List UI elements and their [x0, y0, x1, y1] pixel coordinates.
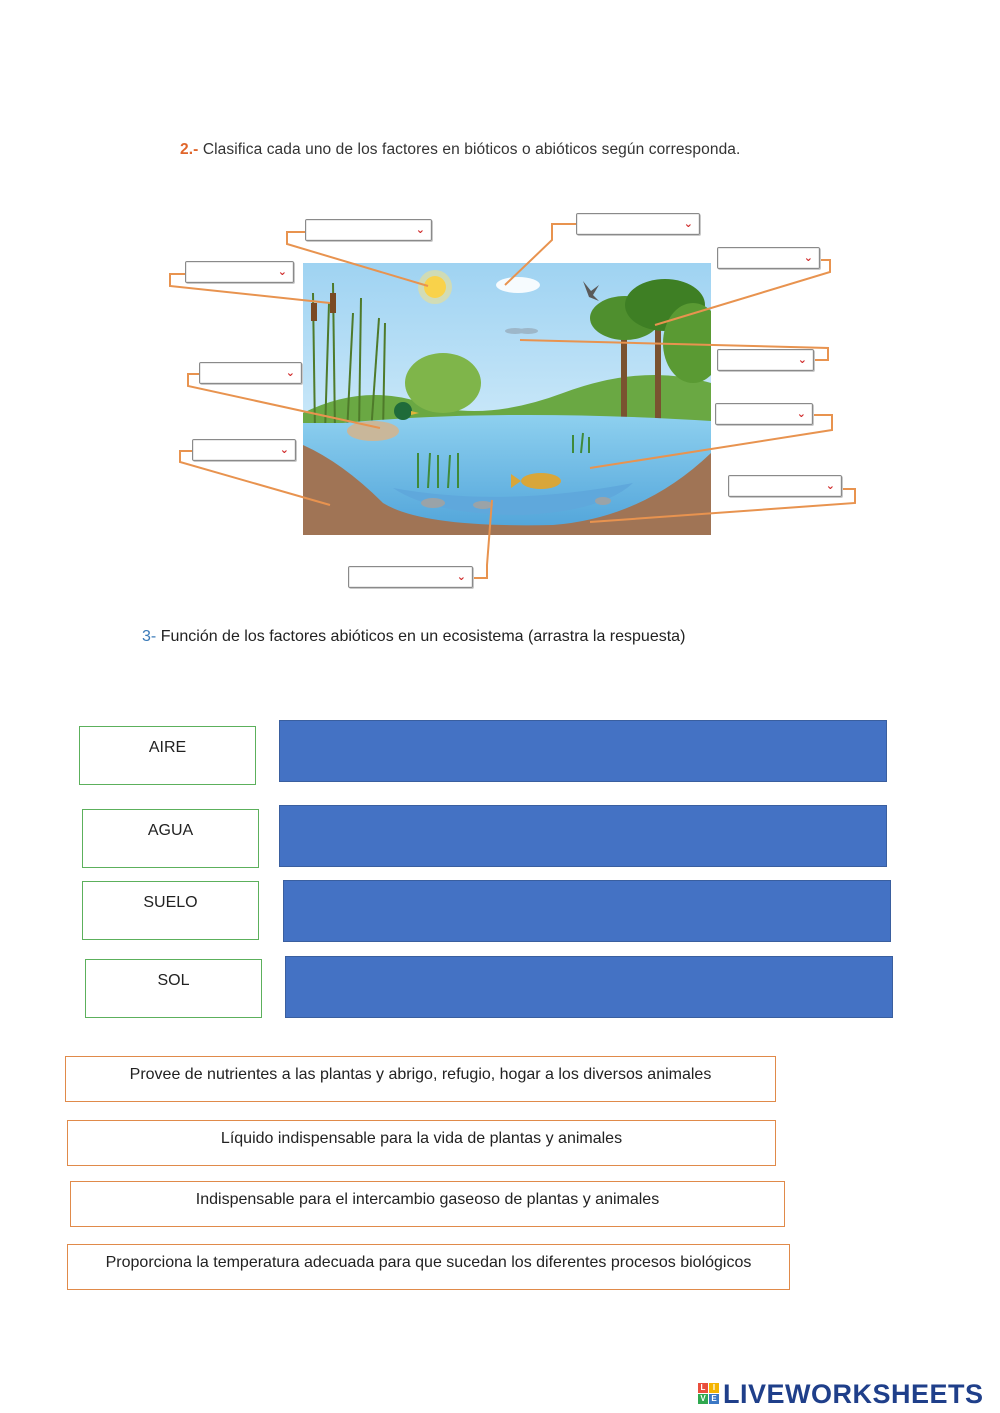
liveworksheets-wordmark: LIVEWORKSHEETS — [723, 1378, 984, 1409]
dropdown-reeds[interactable] — [185, 261, 294, 283]
question-3-text: Función de los factores abióticos en un ecosistema (arrastra la respuesta) — [160, 628, 686, 645]
factor-aire-text: AIRE — [148, 739, 187, 756]
cattail — [311, 303, 317, 321]
drop-zone-aire[interactable] — [279, 720, 887, 782]
factor-label-suelo — [82, 881, 259, 940]
chevron-down-icon: ⌄ — [797, 353, 807, 366]
chevron-down-icon: ⌄ — [279, 443, 289, 456]
dropdown-air[interactable] — [576, 213, 700, 235]
chevron-down-icon: ⌄ — [277, 265, 287, 278]
answer-card-aire[interactable] — [70, 1181, 785, 1227]
logo-letter-i: I — [709, 1383, 719, 1393]
question-2-number: 2.- — [180, 141, 199, 158]
answer-card-sol[interactable] — [67, 1244, 790, 1290]
question-3-number: 3- — [142, 628, 157, 645]
logo-letter-v: V — [698, 1394, 708, 1404]
answer-text: Provee de nutrientes a las plantas y abrigo, refugio, hogar a los diversos animales — [129, 1066, 712, 1083]
chevron-down-icon: ⌄ — [456, 570, 466, 583]
chevron-down-icon: ⌄ — [415, 223, 425, 236]
question-2-heading — [180, 141, 740, 159]
dropdown-bird[interactable] — [717, 247, 820, 269]
answer-text: Proporciona la temperatura adecuada para que sucedan los diferentes procesos biológicos — [105, 1254, 752, 1271]
dropdown-soil[interactable] — [192, 439, 296, 461]
central-bush — [405, 353, 481, 413]
liveworksheets-logo-icon — [698, 1383, 720, 1405]
chevron-down-icon: ⌄ — [803, 251, 813, 264]
drop-zone-suelo[interactable] — [283, 880, 891, 942]
answer-card-agua[interactable] — [67, 1120, 776, 1166]
chevron-down-icon: ⌄ — [796, 407, 806, 420]
answer-text: Líquido indispensable para la vida de plantas y animales — [220, 1130, 623, 1147]
factor-suelo-text: SUELO — [143, 894, 198, 911]
chevron-down-icon: ⌄ — [825, 479, 835, 492]
liveworksheets-logo — [698, 1378, 984, 1410]
dropdown-sun[interactable] — [305, 219, 432, 241]
question-2-text: Clasifica cada uno de los factores en bióticos o abióticos según corresponda. — [202, 141, 741, 158]
answer-text: Indispensable para el intercambio gaseoso de plantas y animales — [195, 1191, 660, 1208]
factor-sol-text: SOL — [157, 972, 190, 989]
sun-icon — [418, 270, 452, 304]
dropdown-water[interactable] — [348, 566, 473, 588]
question-3-heading — [142, 628, 685, 646]
dropdown-stones[interactable] — [728, 475, 842, 497]
dropdown-duck[interactable] — [199, 362, 302, 384]
chevron-down-icon: ⌄ — [285, 366, 295, 379]
logo-letter-l: L — [698, 1383, 708, 1393]
dragonfly-icon — [505, 328, 538, 334]
dropdown-fish[interactable] — [715, 403, 813, 425]
factor-agua-text: AGUA — [147, 822, 194, 839]
factor-label-sol — [85, 959, 262, 1018]
dropdown-trees[interactable] — [717, 349, 814, 371]
pond-ecosystem-illustration — [303, 263, 711, 535]
cattail — [330, 293, 336, 313]
factor-label-aire — [79, 726, 256, 785]
answer-card-suelo[interactable] — [65, 1056, 776, 1102]
factor-label-agua — [82, 809, 259, 868]
cloud — [496, 277, 540, 293]
chevron-down-icon: ⌄ — [683, 217, 693, 230]
logo-letter-e: E — [709, 1394, 719, 1404]
drop-zone-agua[interactable] — [279, 805, 887, 867]
drop-zone-sol[interactable] — [285, 956, 893, 1018]
